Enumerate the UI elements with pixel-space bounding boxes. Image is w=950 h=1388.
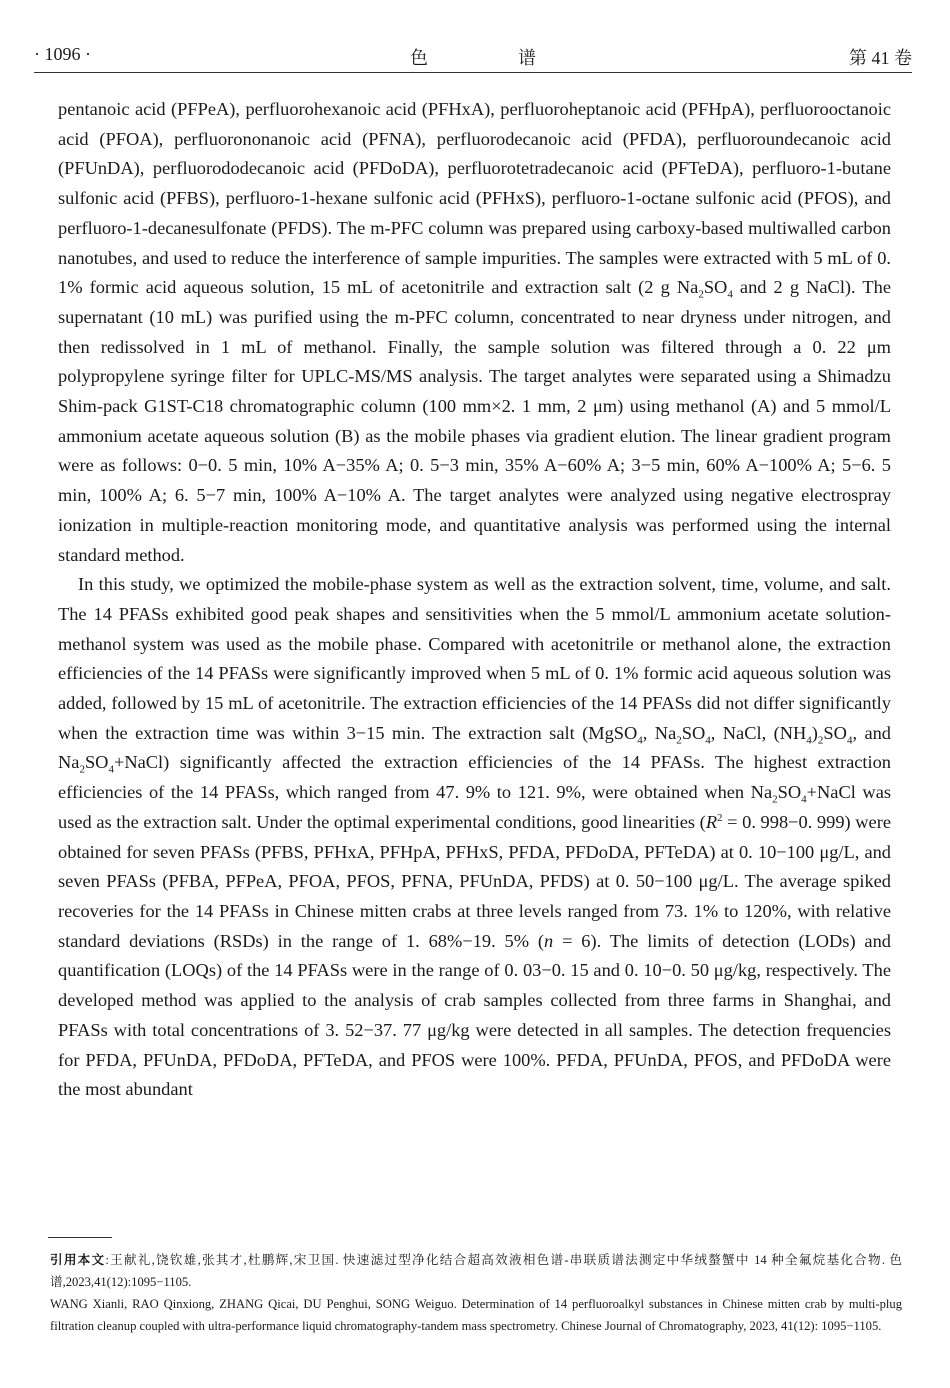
paragraph-1: pentanoic acid (PFPeA), perfluorohexanoic acid (PFHxA), perfluoroheptanoic acid (PFHpA), perfluorooctanoic acid (PFOA), perfluorononanoic acid (PFNA), perfluorodecanoic acid (PFDA), perfluoroundecanoic acid (PFUnDA), perfluorododecanoic acid (PFDoDA), perfluorotetradecanoic acid (PFTeDA), perfluoro-1-butane sulfonic acid (PFBS), perfluoro-1-hexane sulfonic acid (PFHxS), perfluoro-1-octane sulfonic acid (PFOS), and perfluoro-1-decanesulfonate (PFDS). The m-PFC column was prepared using carboxy-based multiwalled carbon nanotubes, and used to reduce the interference of sample impurities. The samples were extracted with 5 mL of 0. 1% formic acid aqueous solution, 15 mL of acetonitrile and extraction salt (2 g $Na_2SO_4$ and 2 g NaCl). The supernatant (10 mL) was purified using the m-PFC column, concentrated to near dryness under nitrogen, and then redissolved in 1 mL of methanol. Finally, the sample solution was filtered through a 0. 22 μm polypropylene syringe filter for UPLC-MS/MS analysis. The target analytes were separated using a Shimadzu Shim-pack G1ST-C18 chromatographic column (100 mm×2. 1 mm, 2 μm) using methanol (A) and 5 mmol/L ammonium acetate aqueous solution (B) as the mobile phases via gradient elution. The linear gradient program were as follows: 0−0. 5 min, 10% A−35% A; 0. 5−3 min, 35% A−60% A; 3−5 min, 60% A−100% A; 5−6. 5 min, 100% A; 6. 5−7 min, 100% A−10% A. The target analytes were analyzed using negative electrospray ionization in multiple-reaction monitoring mode, and quantitative analysis was performed using the internal standard method. [58,99,891,565]
abstract-body [58,95,891,1105]
citation-label: 引用本文 [50,1253,106,1267]
paragraph-2: In this study, we optimized the mobile-phase system as well as the extraction solvent, time, volume, and salt. The 14 PFASs exhibited good peak shapes and sensitivities when the 5 mmol/L ammonium acetate solution-methanol system was used as the mobile phase. Compared with acetonitrile or methanol alone, the extraction efficiencies of the 14 PFASs were significantly improved when 5 mL of 0. 1% formic acid aqueous solution was added, followed by 15 mL of acetonitrile. The extraction efficiencies of the 14 PFASs did not differ significantly when the extraction time was within 3−15 min. The extraction salt (MgSO$_4$, $Na_2SO_4$, NaCl, $(NH_4)_2SO_4$, and $Na_2SO_4+NaCl$) significantly affected the extraction efficiencies of the 14 PFASs. The highest extraction efficiencies of the 14 PFASs, which ranged from 47. 9% to 121. 9%, were obtained when $Na_2SO_4+NaCl$ was used as the extraction salt. Under the optimal experimental conditions, good linearities ($R^2 = 0$. 998−0. 999) were obtained for seven PFASs (PFBS, PFHxA, PFHpA, PFHxS, PFDA, PFDoDA, PFTeDA) at 0. 10−100 μg/L, and seven PFASs (PFBA, PFPeA, PFOA, PFOS, PFNA, PFUnDA, PFDS) at 0. 50−100 μg/L. The average spiked recoveries for the 14 PFASs in Chinese mitten crabs at three levels ranged from 73. 1% to 120%, with relative standard deviations (RSDs) in the range of 1. 68%−19. 5% (n = 6). The limits of detection (LODs) and quantification (LOQs) of the 14 PFASs were in the range of 0. 03−0. 15 and 0. 10−0. 50 μg/kg, respectively. The developed method was applied to the analysis of crab samples collected from three farms in Shanghai, and PFASs with total concentrations of 3. 52−37. 77 μg/kg were detected in all samples. The detection frequencies for PFDA, PFUnDA, PFDoDA, PFTeDA, and PFOS were 100%. PFDA, PFUnDA, PFOS, and PFDoDA were the most abundant [58,574,892,1100]
running-header [34,40,912,73]
journal-title: 色 谱 [410,48,536,68]
volume-label: 第 41 卷 [849,48,912,68]
footnote-divider [48,1237,112,1238]
en-citation: WANG Xianli, RAO Qinxiong, ZHANG Qicai, DU Penghui, SONG Weiguo. Determination of 14 perfluoroalkyl substances in Chinese mitten crab by multi-plug filtration cleanup coupled with ultra-performance liquid chromatography-tandem mass spectrometry. Chinese Journal of Chromatography, 2023, 41(12): 1095−1105. [50,1297,902,1333]
cn-citation: 引用本文:王献礼,饶钦雄,张其才,杜鹏辉,宋卫国. 快速滤过型净化结合超高效液相色谱-串联质谱法测定中华绒螯蟹中 14 种全氟烷基化合物. 色谱,2023,41(12):1095−1105. [50,1253,902,1289]
page-number: · 1096 · [34,44,91,64]
citation-footnote [50,1249,902,1337]
